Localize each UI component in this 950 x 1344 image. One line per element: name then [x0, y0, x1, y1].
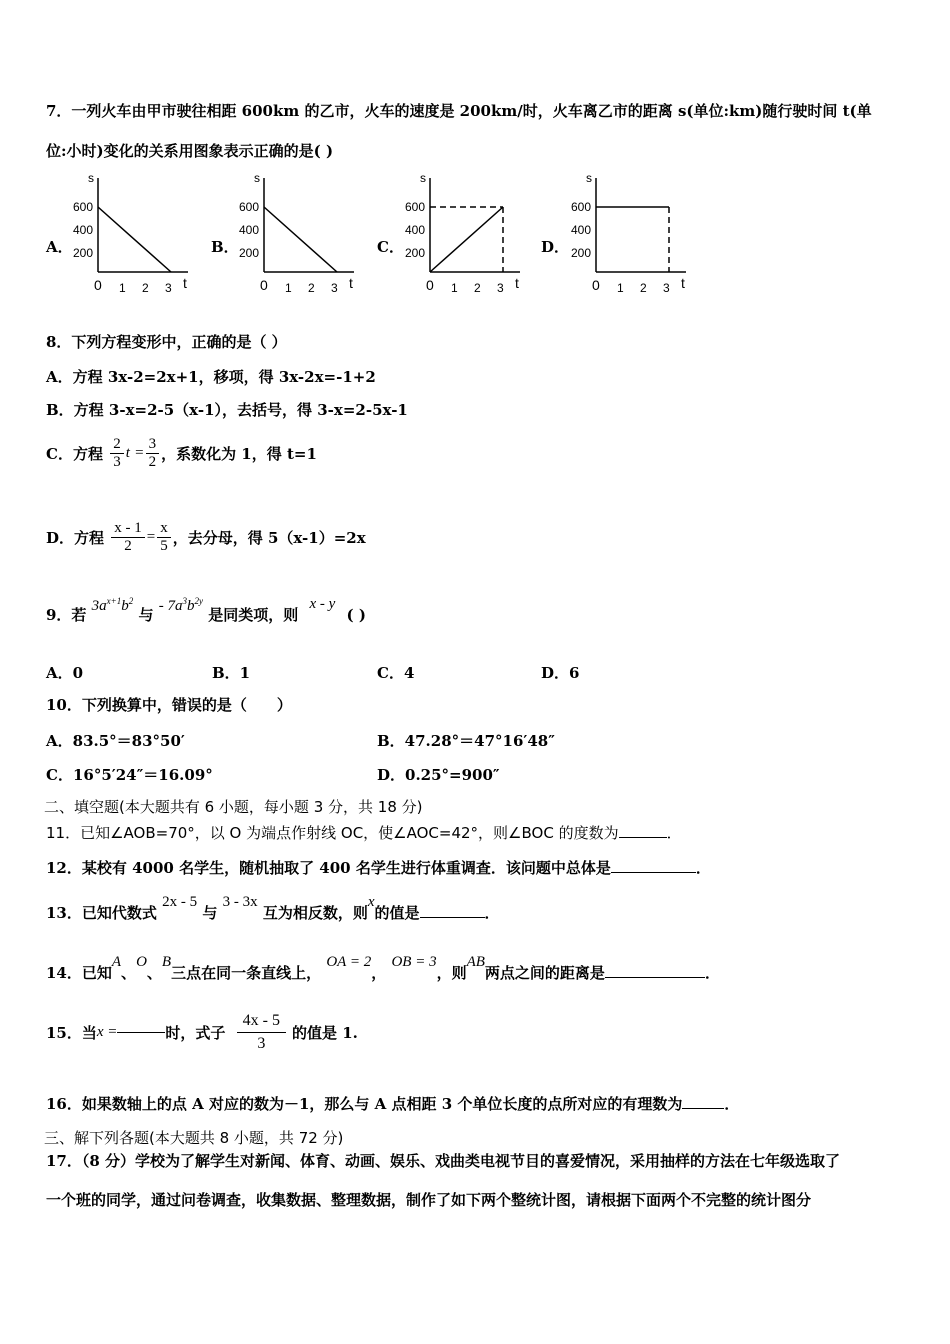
fraction: $\frac{x}{5}$: [157, 520, 171, 555]
axis-s-label: s: [254, 171, 260, 185]
xtick: 0: [94, 277, 102, 293]
axis-s-label: s: [88, 171, 94, 185]
xtick: 0: [426, 277, 434, 293]
axis-t-label: t: [183, 275, 187, 291]
xtick: 3: [497, 281, 504, 295]
axis-s-label: s: [420, 171, 426, 185]
term1: $3a^{x+1}b^2$: [91, 596, 134, 614]
fraction: $\frac{4x - 5}{3}$: [237, 1010, 286, 1055]
q15: 15．当x = 时，式子 $\frac{4x - 5}{3}$ 的值是 1.: [46, 1010, 358, 1055]
xtick: 2: [142, 281, 149, 295]
q7-graph-b: [234, 170, 364, 300]
q7-option-a-label: A．: [46, 238, 73, 256]
q10-option-b: B．47.28°＝47°16′48″: [377, 732, 555, 750]
q14: 14．已知A、O、B三点在同一条直线上， OA = 2， OB = 3，则AB两点之间的距离是 ．: [46, 954, 720, 982]
xtick: 0: [260, 277, 268, 293]
xtick: 2: [474, 281, 481, 295]
answer-blank[interactable]: [420, 917, 485, 918]
xtick: 1: [617, 281, 624, 295]
q9-option-c: C．4: [377, 664, 415, 682]
ytick: 200: [73, 246, 94, 260]
xtick: 3: [663, 281, 670, 295]
q8-option-a: A．方程 3x-2=2x+1，移项，得 3x-2x=-1+2: [46, 368, 376, 386]
q9-option-b: B．1: [212, 664, 251, 682]
xtick: 2: [640, 281, 647, 295]
ytick: 400: [571, 223, 592, 237]
ytick: 600: [571, 200, 592, 214]
q17-line1: 17．（8 分）学校为了解学生对新闻、体育、动画、娱乐、戏曲类电视节目的喜爱情况，采用抽样的方法在七年级选取了: [46, 1152, 841, 1170]
q7-graph-d: [566, 170, 696, 300]
q7-option-d-label: D．: [541, 238, 570, 256]
answer-blank[interactable]: [682, 1108, 724, 1109]
q8-option-d: D．方程 $\frac{x - 1}{2}$ = $\frac{x}{5}$ ，去分母，得 5（x-1）=2x: [46, 520, 366, 554]
q7-line2: 位:小时)变化的关系用图象表示正确的是( ): [46, 142, 334, 160]
axis-t-label: t: [349, 275, 353, 291]
fraction: $\frac{x - 1}{2}$: [111, 520, 145, 555]
ytick: 600: [239, 200, 260, 214]
q7-line1: 7．一列火车由甲市驶往相距 600km 的乙市，火车的速度是 200km/时，火车离乙市的距离 s(单位:km)随行驶时间 t(单: [46, 102, 872, 120]
ytick: 600: [405, 200, 426, 214]
q17-line2: 一个班的同学，通过问卷调查，收集数据、整理数据，制作了如下两个整统计图，请根据下面两个不完整的统计图分: [46, 1191, 812, 1209]
xtick: 1: [119, 281, 126, 295]
ytick: 200: [405, 246, 426, 260]
q10-option-d: D．0.25°=900″: [377, 766, 500, 784]
section-3-heading: 三、解下列各题(本大题共 8 小题，共 72 分): [44, 1129, 344, 1147]
q7-graph-a: [68, 170, 198, 300]
q8-option-b: B．方程 3-x=2-5（x-1），去括号，得 3-x=2-5x-1: [46, 401, 408, 419]
q16: 16．如果数轴上的点 A 对应的数为－1，那么与 A 点相距 3 个单位长度的点所对应的有理数为 ．: [46, 1095, 740, 1113]
q7-option-b-label: B．: [211, 238, 239, 256]
xtick: 1: [285, 281, 292, 295]
ytick: 400: [73, 223, 94, 237]
xtick: 0: [592, 277, 600, 293]
ytick: 200: [239, 246, 260, 260]
answer-blank[interactable]: [605, 977, 705, 978]
ytick: 400: [239, 223, 260, 237]
q10-option-c: C．16°5′24″＝16.09°: [46, 766, 213, 784]
xtick: 2: [308, 281, 315, 295]
ytick: 200: [571, 246, 592, 260]
xtick: 3: [165, 281, 172, 295]
q7-option-c-label: C．: [377, 238, 404, 256]
q12: 12．某校有 4000 名学生，随机抽取了 400 名学生进行体重调查．该问题中总体是 ．: [46, 859, 711, 877]
xtick: 1: [451, 281, 458, 295]
answer-blank[interactable]: [619, 837, 667, 838]
ytick: 600: [73, 200, 94, 214]
q10-option-a: A．83.5°＝83°50′: [46, 732, 185, 750]
q9-stem: 9．若 $3a^{x+1}b^2$ 与 - $7a^3b^{2y}$ 是同类项，则 x - y ( ): [46, 596, 366, 624]
q10-stem: 10．下列换算中，错误的是（ ）: [46, 696, 292, 714]
axis-s-label: s: [586, 171, 592, 185]
q9-option-a: A．0: [46, 664, 84, 682]
q7-graph-c: [400, 170, 530, 300]
answer-blank[interactable]: [117, 1032, 165, 1033]
q8-stem: 8．下列方程变形中，正确的是（ ）: [46, 333, 287, 351]
fraction: $\frac{2}{3}$: [110, 436, 124, 471]
q13: 13．已知代数式 2x - 5 与 3 - 3x 互为相反数，则x的值是 ．: [46, 894, 500, 922]
axis-t-label: t: [515, 275, 519, 291]
q8-option-c: C．方程 $\frac{2}{3}$ t = $\frac{3}{2}$ ，系数化为 1，得 t=1: [46, 436, 317, 470]
fraction: $\frac{3}{2}$: [146, 436, 160, 471]
section-2-heading: 二、填空题(本大题共有 6 小题，每小题 3 分，共 18 分): [44, 798, 423, 816]
q11: 11．已知∠AOB=70°，以 O 为端点作射线 OC，使∠AOC=42°，则∠BOC 的度数为 ．: [46, 824, 682, 842]
axis-t-label: t: [681, 275, 685, 291]
xtick: 3: [331, 281, 338, 295]
q9-option-d: D．6: [541, 664, 580, 682]
term2: - $7a^3b^{2y}$: [158, 596, 203, 614]
answer-blank[interactable]: [611, 872, 696, 873]
ytick: 400: [405, 223, 426, 237]
